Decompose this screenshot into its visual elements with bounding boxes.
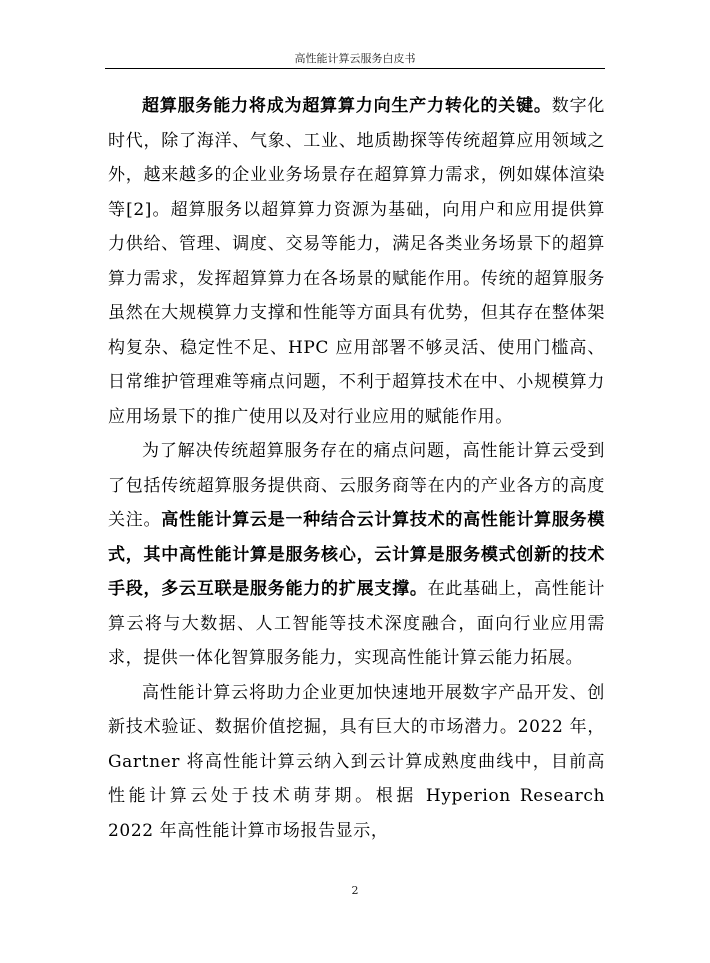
page-body	[108, 89, 605, 848]
paragraph-3-text: 高性能计算云将助力企业更加快速地开展数字产品开发、创新技术验证、数据价值挖掘，具有巨大的市场潜力。2022 年，Gartner 将高性能计算云纳入到云计算成熟度曲线中，目前高性能计算云处于技术萌芽期。根据 Hyperion Research 2022 年高性能计算市场报告显示，	[108, 682, 605, 841]
paragraph-2-bold-mid: 高性能计算云是一种结合云计算技术的高性能计算服务模式，其中高性能计算是服务核心，云计算是服务模式创新的技术手段，多云互联是服务能力的扩展支撑。	[108, 510, 605, 599]
page-header: 高性能计算云服务白皮书	[294, 52, 416, 65]
paragraph-1-bold-lead: 超算服务能力将成为超算算力向生产力转化的关键。	[142, 96, 552, 116]
paragraph-3	[108, 676, 605, 849]
paragraph-2-text-after: 在此基础上，高性能计算云将与大数据、人工智能等技术深度融合，面向行业应用需求，提供一体化智算服务能力，实现高性能计算云能力拓展。	[108, 579, 605, 668]
paragraph-2	[108, 434, 605, 676]
paragraph-1-text: 数字化时代，除了海洋、气象、工业、地质勘探等传统超算应用领域之外，越来越多的企业业务场景存在超算算力需求，例如媒体渲染等[2]。超算服务以超算算力资源为基础，向用户和应用提供算力供给、管理、调度、交易等能力，满足各类业务场景下的超算算力需求，发挥超算算力在各场景的赋能作用。传统的超算服务虽然在大规模算力支撑和性能等方面具有优势，但其存在整体架构复杂、稳定性不足、HPC 应用部署不够灵活、使用门槛高、日常维护管理难等痛点问题，不利于超算技术在中、小规模算力应用场景下的推广使用以及对行业应用的赋能作用。	[108, 96, 605, 427]
paragraph-2-text-before: 为了解决传统超算服务存在的痛点问题，高性能计算云受到了包括传统超算服务提供商、云服务商等在内的产业各方的高度关注。	[108, 441, 605, 530]
page-number: 2	[351, 884, 359, 897]
paragraph-1	[108, 89, 605, 434]
header-divider	[105, 68, 605, 69]
